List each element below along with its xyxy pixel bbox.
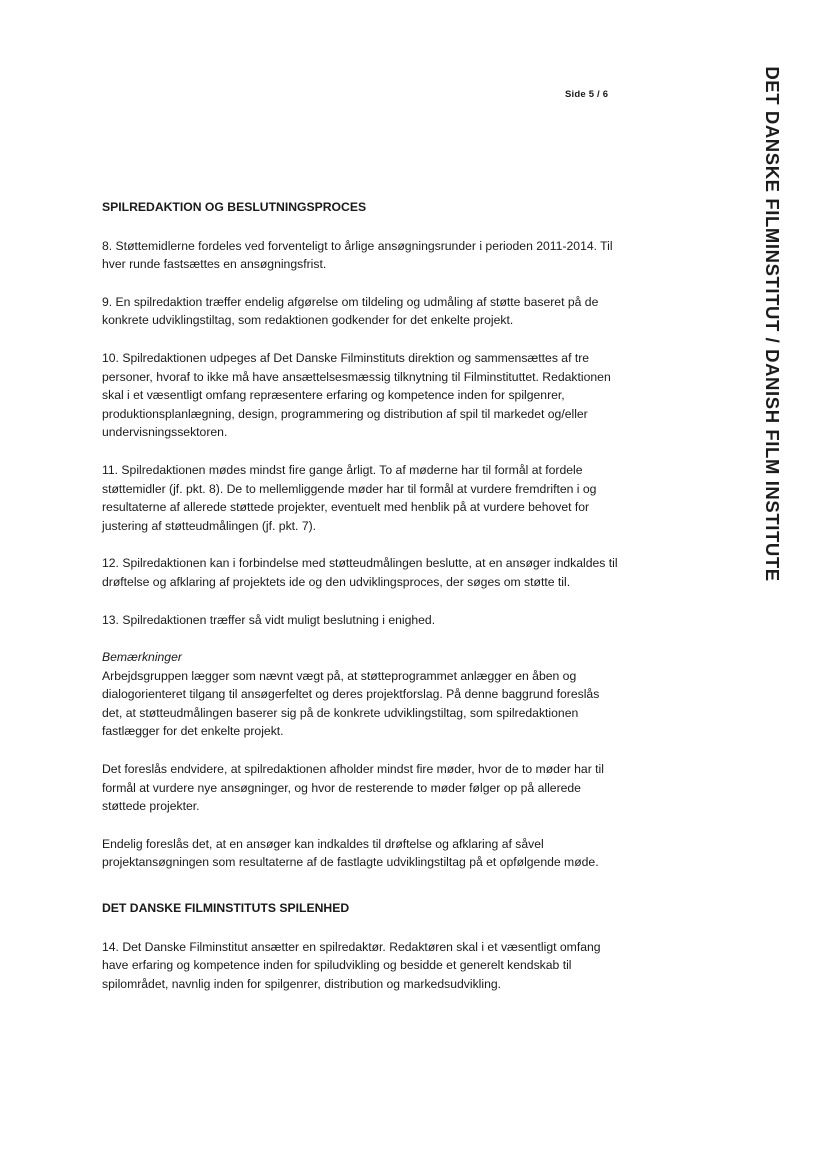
paragraph-14: 14. Det Danske Filminstitut ansætter en spilredaktør. Redaktøren skal i et væsentligt omfang have erfaring og kompetence inden for spiludvikling og besidde et generelt kendskab til spilområdet, navnlig inden for spilgenrer, distribution og markedsudvikling. (102, 939, 601, 991)
document-body (102, 198, 618, 1012)
remarks-paragraph-2: Det foreslås endvidere, at spilredaktionen afholder mindst fire møder, hvor de to møder har til formål at vurdere nye ansøgninger, og hvor de resterende to møder følger op på allerede støttede projekter. (102, 762, 604, 814)
remarks-block (102, 648, 618, 741)
institute-banner-text: DET DANSKE FILMINSTITUT / DANISH FILM INSTITUTE (762, 66, 783, 582)
remarks-paragraph-3: Endelig foreslås det, at en ansøger kan indkaldes til drøftelse og afklaring af såvel projektansøgningen som resultaterne af de fastlagte udviklingstiltag på et opfølgende møde. (102, 836, 599, 870)
paragraph-12: 12. Spilredaktionen kan i forbindelse med støtteudmålingen beslutte, at en ansøger indkaldes til drøftelse og afklaring af projektets ide og den udviklingsproces, der søges om støtte til. (102, 556, 618, 589)
paragraph-9: 9. En spilredaktion træffer endelig afgørelse om tildeling og udmåling af støtte baseret på de konkrete udviklingstiltag, som redaktionen godkender for det enkelte projekt. (102, 294, 599, 328)
section-heading-spilenhed: DET DANSKE FILMINSTITUTS SPILENHED (102, 901, 350, 916)
section-heading-spilredaktion: SPILREDAKTION OG BESLUTNINGSPROCES (102, 200, 367, 214)
paragraph-10: 10. Spilredaktionen udpeges af Det Danske Filminstituts direktion og sammensættes af tre personer, hvoraf to ikke må have ansættelsesmæssig tilknytning til Filminstituttet. Redaktionen skal i et væsentligt omfang repræsentere erfaring og kompetence inden for spilgenrer, produktionsplanlægning, design, programmering og distribution af spil til markedet og/eller undervisningssektoren. (102, 350, 611, 440)
remarks-label: Bemærkninger (102, 650, 182, 665)
paragraph-11: 11. Spilredaktionen mødes mindst fire gange årligt. To af møderne har til formål at fordele støttemidler (jf. pkt. 8). De to mellemliggende møder har til formål at vurdere fremdriften i og resultaterne af allerede støttede projekter, eventuelt med henblik på at vurdere behovet for justering af støtteudmålingen (jf. pkt. 7). (102, 462, 597, 533)
page-number: Side 5 / 6 (565, 89, 609, 100)
paragraph-13: 13. Spilredaktionen træffer så vidt muligt beslutning i enighed. (102, 612, 436, 627)
paragraph-8: 8. Støttemidlerne fordeles ved forventeligt to årlige ansøgningsrunder i perioden 2011-2014. Til hver runde fastsættes en ansøgningsfrist. (102, 238, 613, 272)
remarks-paragraph-1: Arbejdsgruppen lægger som nævnt vægt på, at støtteprogrammet anlægger en åben og dialogorienteret tilgang til ansøgerfeltet og deres projektforslag. På denne baggrund foreslås det, at støtteudmålingen baserer sig på de konkrete udviklingstiltag, som spilredaktionen fastlægger for det enkelte projekt. (102, 668, 600, 739)
